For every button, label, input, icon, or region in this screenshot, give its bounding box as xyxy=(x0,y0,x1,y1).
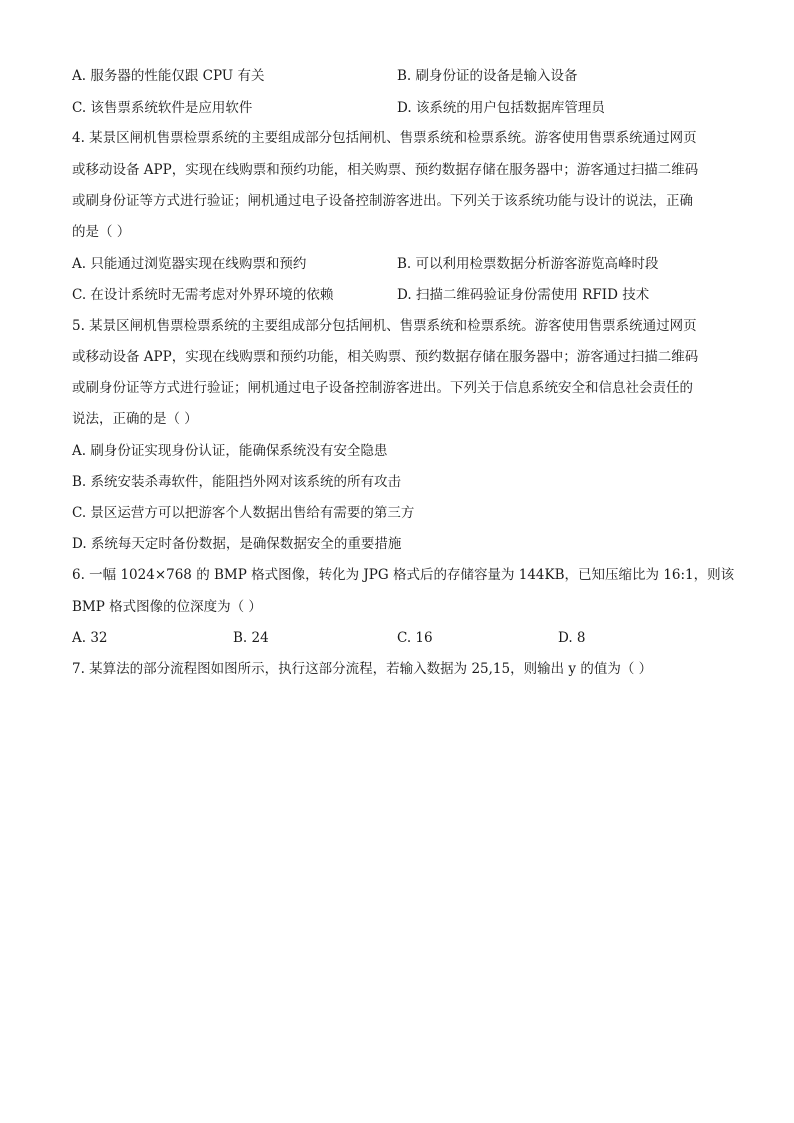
q4-stem-line-2: 或移动设备 APP，实现在线购票和预约功能，相关购票、预约数据存储在服务器中；游客通过扫描二维码 xyxy=(72,162,699,178)
q6-option-a: A. 32 xyxy=(72,630,108,646)
q7-stem-line-1: 7. 某算法的部分流程图如图所示，执行这部分流程，若输入数据为 25,15，则输出 y 的值为（ ） xyxy=(72,661,653,677)
q3-option-a: A. 服务器的性能仅跟 CPU 有关 xyxy=(72,68,265,84)
q3-option-d: D. 该系统的用户包括数据库管理员 xyxy=(397,100,605,116)
q5-option-a: A. 刷身份证实现身份认证，能确保系统没有安全隐患 xyxy=(72,443,388,459)
q3-option-c: C. 该售票系统软件是应用软件 xyxy=(72,100,253,116)
q5-stem-line-1: 5. 某景区闸机售票检票系统的主要组成部分包括闸机、售票系统和检票系统。游客使用售票系统通过网页 xyxy=(72,318,697,334)
q3-option-b: B. 刷身份证的设备是输入设备 xyxy=(397,68,578,84)
q4-option-d: D. 扫描二维码验证身份需使用 RFID 技术 xyxy=(397,287,650,303)
q6-stem-line-2: BMP 格式图像的位深度为（ ） xyxy=(72,599,262,615)
q5-stem-line-4: 说法，正确的是（ ） xyxy=(72,411,198,427)
q6-option-c: C. 16 xyxy=(397,630,433,646)
q4-stem-line-1: 4. 某景区闸机售票检票系统的主要组成部分包括闸机、售票系统和检票系统。游客使用售票系统通过网页 xyxy=(72,130,697,146)
q6-stem-line-1: 6. 一幅 1024×768 的 BMP 格式图像，转化为 JPG 格式后的存储容量为 144KB，已知压缩比为 16:1，则该 xyxy=(72,567,735,583)
q5-option-d: D. 系统每天定时备份数据，是确保数据安全的重要措施 xyxy=(72,536,402,552)
q5-stem-line-2: 或移动设备 APP，实现在线购票和预约功能，相关购票、预约数据存储在服务器中；游客通过扫描二维码 xyxy=(72,349,699,365)
q6-option-b: B. 24 xyxy=(233,630,269,646)
q5-stem-line-3: 或刷身份证等方式进行验证；闸机通过电子设备控制游客进出。下列关于信息系统安全和信息社会责任的 xyxy=(72,380,693,396)
q4-option-b: B. 可以利用检票数据分析游客游览高峰时段 xyxy=(397,256,659,272)
q4-stem-line-4: 的是（ ） xyxy=(72,224,131,240)
q4-option-a: A. 只能通过浏览器实现在线购票和预约 xyxy=(72,256,307,272)
q5-option-c: C. 景区运营方可以把游客个人数据出售给有需要的第三方 xyxy=(72,505,415,521)
q6-option-d: D. 8 xyxy=(558,630,586,646)
q4-option-c: C. 在设计系统时无需考虑对外界环境的依赖 xyxy=(72,287,334,303)
q5-option-b: B. 系统安装杀毒软件，能阻挡外网对该系统的所有攻击 xyxy=(72,474,402,490)
q4-stem-line-3: 或刷身份证等方式进行验证；闸机通过电子设备控制游客进出。下列关于该系统功能与设计的说法，正确 xyxy=(72,193,693,209)
